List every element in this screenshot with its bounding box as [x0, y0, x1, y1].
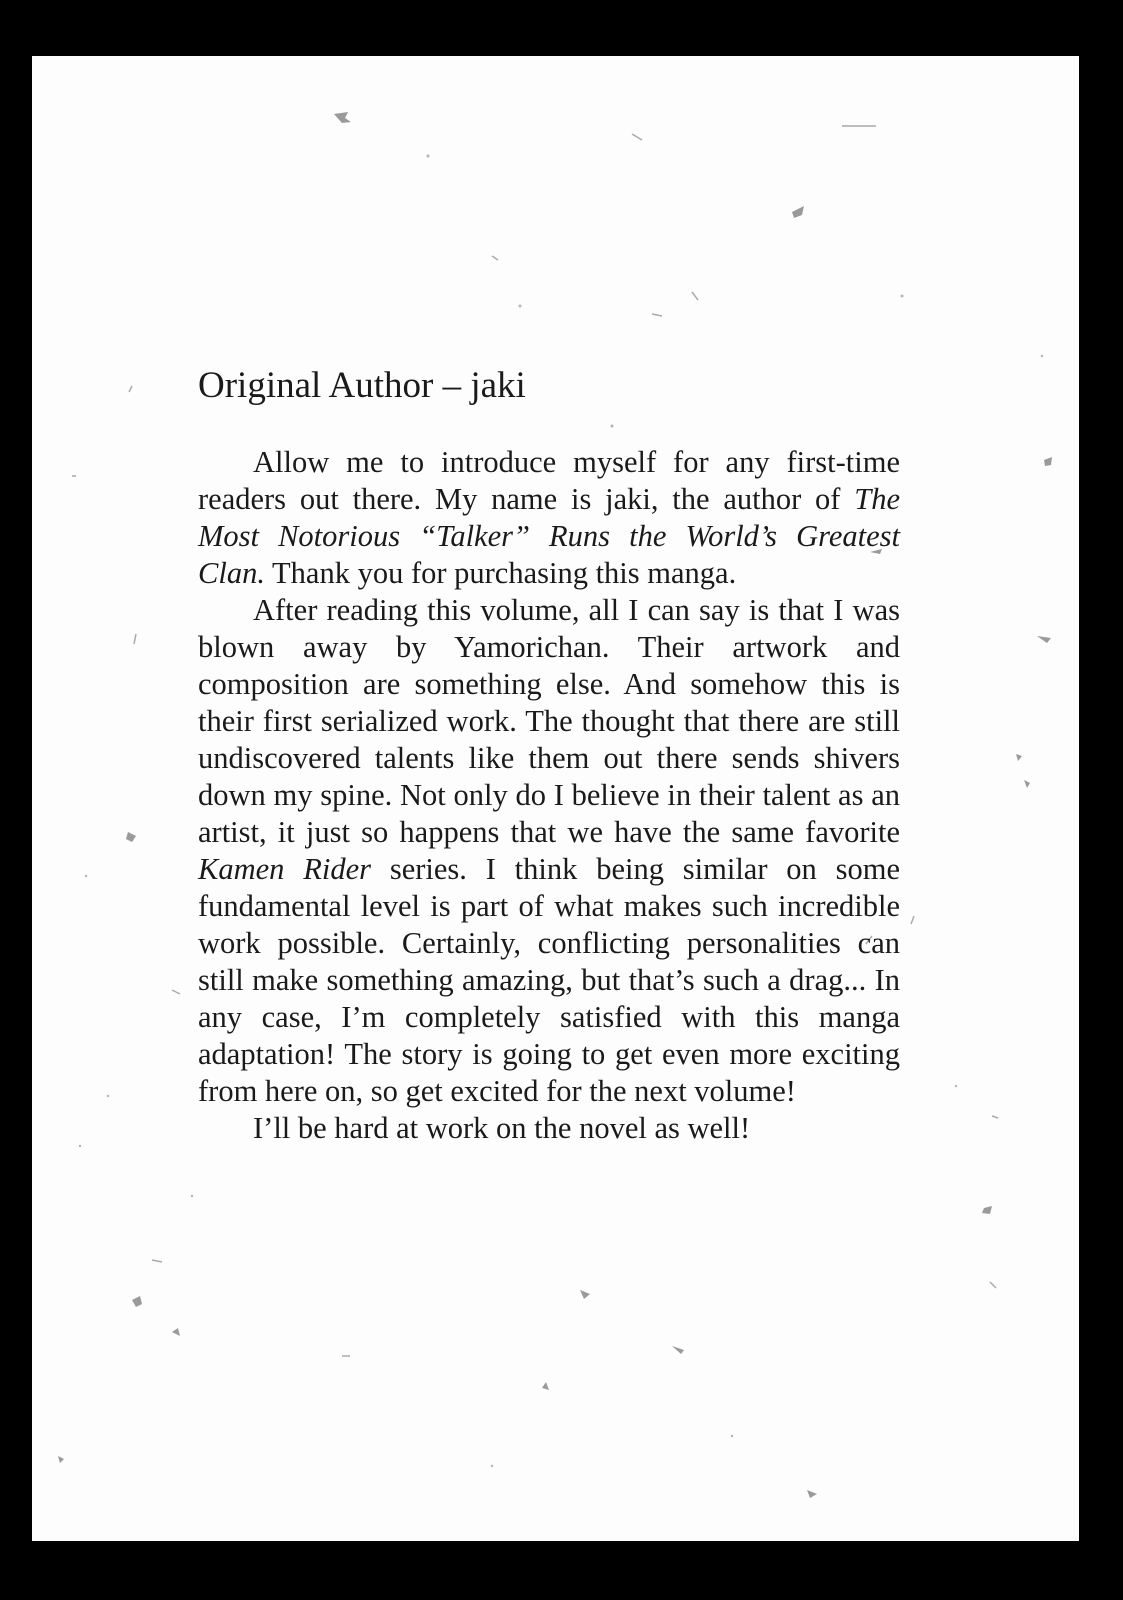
afterword-body	[198, 444, 900, 1147]
paragraph-text: Allow me to introduce myself for any first-time readers out there. My name is jaki, the author of	[198, 445, 900, 517]
paragraph-closing: I’ll be hard at work on the novel as well!	[253, 1111, 751, 1146]
paragraph-praise	[198, 592, 900, 1110]
paper-page	[32, 56, 1079, 1541]
author-afterword	[198, 364, 900, 1147]
paragraph-intro	[198, 444, 900, 592]
series-title: Kamen Rider	[198, 852, 371, 887]
novel-title: The Most Notorious “Talker” Runs the World’s Greatest Clan.	[198, 482, 900, 591]
paragraph-text: After reading this volume, all I can say is that I was blown away by Yamorichan. Their artwork and composition are something else. And somehow this is their first serialized work. The thought that there are still undiscovered talents like them out there sends shivers down my spine. Not only do I believe in their talent as an artist, it just so happens that we have the same favorite	[198, 593, 900, 850]
paragraph-text: series. I think being similar on some fundamental level is part of what makes such incredible work possible. Certainly, conflicting personalities can still make something amazing, but that’s such a drag... In any case, I’m completely satisfied with this manga adaptation! The story is going to get even more exciting from here on, so get excited for the next volume!	[198, 852, 901, 1109]
paragraph-text: Thank you for purchasing this manga.	[264, 556, 737, 591]
afterword-heading: Original Author – jaki	[198, 365, 526, 406]
